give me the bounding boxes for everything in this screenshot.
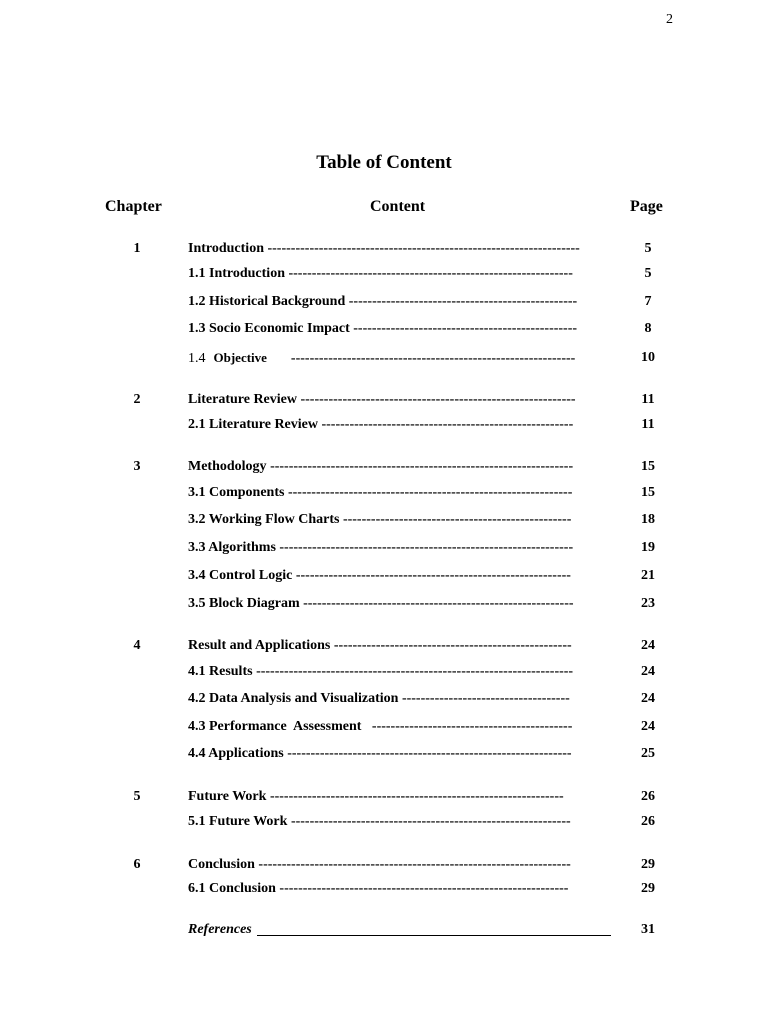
toc-entry — [188, 568, 614, 584]
toc-entry — [188, 664, 614, 680]
toc-row — [0, 459, 768, 479]
entry-title: 6.1 Conclusion — [188, 881, 280, 896]
entry-title: 3.3 Algorithms — [188, 540, 280, 555]
toc-row — [0, 638, 768, 658]
dot-leader: ----------------------------------------------------------------- — [270, 459, 574, 474]
dot-leader: --------------------------------------------------------------- — [269, 789, 564, 804]
toc-entry — [188, 881, 614, 897]
toc-entry — [188, 638, 614, 654]
toc-entry — [188, 321, 614, 337]
dot-leader: ------------------------------------------------------------- — [287, 746, 572, 761]
dot-leader: ------------------------------------------- — [364, 719, 573, 734]
toc-entry — [188, 857, 614, 873]
dot-leader: ------------------------------------------------------------------- — [267, 241, 580, 256]
toc-entry — [188, 392, 614, 408]
toc-row — [0, 857, 768, 877]
page-ref: 10 — [641, 350, 655, 365]
content-column-header: Content — [370, 198, 426, 215]
toc-entry — [188, 512, 614, 528]
dot-leader: ------------------------------------ — [401, 691, 570, 706]
toc-row — [0, 568, 768, 588]
toc-entry — [188, 540, 614, 556]
chapter-number: 4 — [133, 638, 141, 653]
entry-title: Methodology — [188, 459, 271, 474]
entry-title: 3.5 Block Diagram — [188, 596, 304, 611]
page-ref: 18 — [641, 512, 655, 527]
entry-title: 3.4 Control Logic — [188, 568, 296, 583]
toc-entry — [188, 485, 614, 501]
toc-row — [0, 664, 768, 684]
dot-leader: ------------------------------------------------------------- — [290, 351, 576, 366]
toc-entry — [188, 266, 614, 282]
toc-row — [0, 691, 768, 711]
page-ref: 26 — [641, 789, 655, 804]
entry-title: 4.3 Performance Assessment — [188, 719, 365, 734]
entry-title: 1.1 Introduction — [188, 266, 289, 281]
entry-title: 3.2 Working Flow Charts — [188, 512, 343, 527]
toc-row — [0, 321, 768, 341]
page-ref: 23 — [641, 596, 655, 611]
dot-leader: ---------------------------------------------------------- — [303, 596, 574, 611]
toc-entry — [188, 691, 614, 707]
entry-number: 1.4 — [188, 351, 206, 366]
dot-leader: -------------------------------------------------------------- — [279, 881, 569, 896]
dot-leader: ----------------------------------------------------------- — [300, 392, 576, 407]
toc-entry — [188, 294, 614, 310]
toc-row — [0, 417, 768, 437]
dot-leader: ------------------------------------------------------------- — [287, 485, 573, 500]
dot-leader: --------------------------------------------------- — [333, 638, 572, 653]
page-ref: 7 — [644, 294, 652, 309]
page-column-header: Page — [630, 198, 663, 215]
page-ref: 24 — [641, 719, 655, 734]
dot-leader: --------------------------------------------------------------- — [279, 540, 574, 555]
toc-entry — [188, 789, 614, 805]
entry-title: 1.3 Socio Economic Impact — [188, 321, 354, 336]
chapter-number: 2 — [133, 392, 141, 407]
page-ref: 11 — [641, 417, 655, 432]
page-ref: 5 — [644, 241, 652, 256]
page-ref: 31 — [641, 922, 655, 937]
toc-row — [0, 266, 768, 286]
toc-row — [0, 746, 768, 766]
toc-row — [0, 540, 768, 560]
toc-entry — [188, 459, 614, 475]
page-number: 2 — [666, 12, 673, 27]
page-ref: 29 — [641, 881, 655, 896]
toc-row — [0, 881, 768, 901]
entry-title: 5.1 Future Work — [188, 814, 291, 829]
toc-row — [0, 392, 768, 412]
toc-entry — [188, 922, 614, 938]
toc-row — [0, 814, 768, 834]
page-ref: 15 — [641, 485, 655, 500]
dot-leader: ------------------------------------------------------------ — [290, 814, 571, 829]
toc-entry — [188, 746, 614, 762]
page-ref: 15 — [641, 459, 655, 474]
toc-entry — [188, 719, 614, 735]
dot-leader: ------------------------------------------------------------------- — [258, 857, 571, 872]
dot-leader: ------------------------------------------------ — [353, 321, 578, 336]
entry-title: 4.4 Applications — [188, 746, 288, 761]
dot-leader: ------------------------------------------------------ — [321, 417, 574, 432]
page-ref: 19 — [641, 540, 655, 555]
entry-title: Literature Review — [188, 392, 301, 407]
page-title: Table of Content — [316, 152, 452, 173]
entry-title: References — [188, 922, 256, 937]
dot-leader: ------------------------------------------------- — [342, 512, 572, 527]
dot-leader: -------------------------------------------------------------------- — [256, 664, 574, 679]
page-ref: 25 — [641, 746, 655, 761]
toc-entry — [188, 417, 614, 433]
entry-title: 4.1 Results — [188, 664, 257, 679]
entry-title: Result and Applications — [188, 638, 334, 653]
entry-title: 2.1 Literature Review — [188, 417, 322, 432]
chapter-number: 6 — [133, 857, 141, 872]
toc-entry — [188, 814, 614, 830]
chapter-column-header: Chapter — [105, 198, 162, 215]
page-ref: 11 — [641, 392, 655, 407]
entry-title: 4.2 Data Analysis and Visualization — [188, 691, 402, 706]
toc-row — [0, 294, 768, 314]
chapter-number: 5 — [133, 789, 141, 804]
toc-row — [0, 512, 768, 532]
toc-row — [0, 350, 768, 370]
toc-row — [0, 241, 768, 261]
page-ref: 24 — [641, 638, 655, 653]
page-ref: 5 — [644, 266, 652, 281]
page-ref: 24 — [641, 664, 655, 679]
page-ref: 26 — [641, 814, 655, 829]
toc-entry — [188, 350, 614, 367]
toc-entry — [188, 596, 614, 612]
entry-title: Objective — [213, 350, 267, 365]
toc-row — [0, 789, 768, 809]
underline-leader — [257, 935, 611, 936]
entry-title: Future Work — [188, 789, 270, 804]
chapter-number: 3 — [133, 459, 141, 474]
entry-title: Introduction — [188, 241, 268, 256]
toc-row — [0, 922, 768, 942]
page-ref: 29 — [641, 857, 655, 872]
entry-title: Conclusion — [188, 857, 259, 872]
page-ref: 24 — [641, 691, 655, 706]
page-ref: 21 — [641, 568, 655, 583]
entry-title: 1.2 Historical Background — [188, 294, 349, 309]
toc-row — [0, 596, 768, 616]
entry-title: 3.1 Components — [188, 485, 288, 500]
page-ref: 8 — [644, 321, 652, 336]
chapter-number: 1 — [133, 241, 141, 256]
dot-leader: ----------------------------------------------------------- — [295, 568, 571, 583]
toc-row — [0, 719, 768, 739]
toc-entry — [188, 241, 614, 257]
toc-row — [0, 485, 768, 505]
dot-leader: ------------------------------------------------------------- — [288, 266, 573, 281]
dot-leader: ------------------------------------------------- — [348, 294, 578, 309]
